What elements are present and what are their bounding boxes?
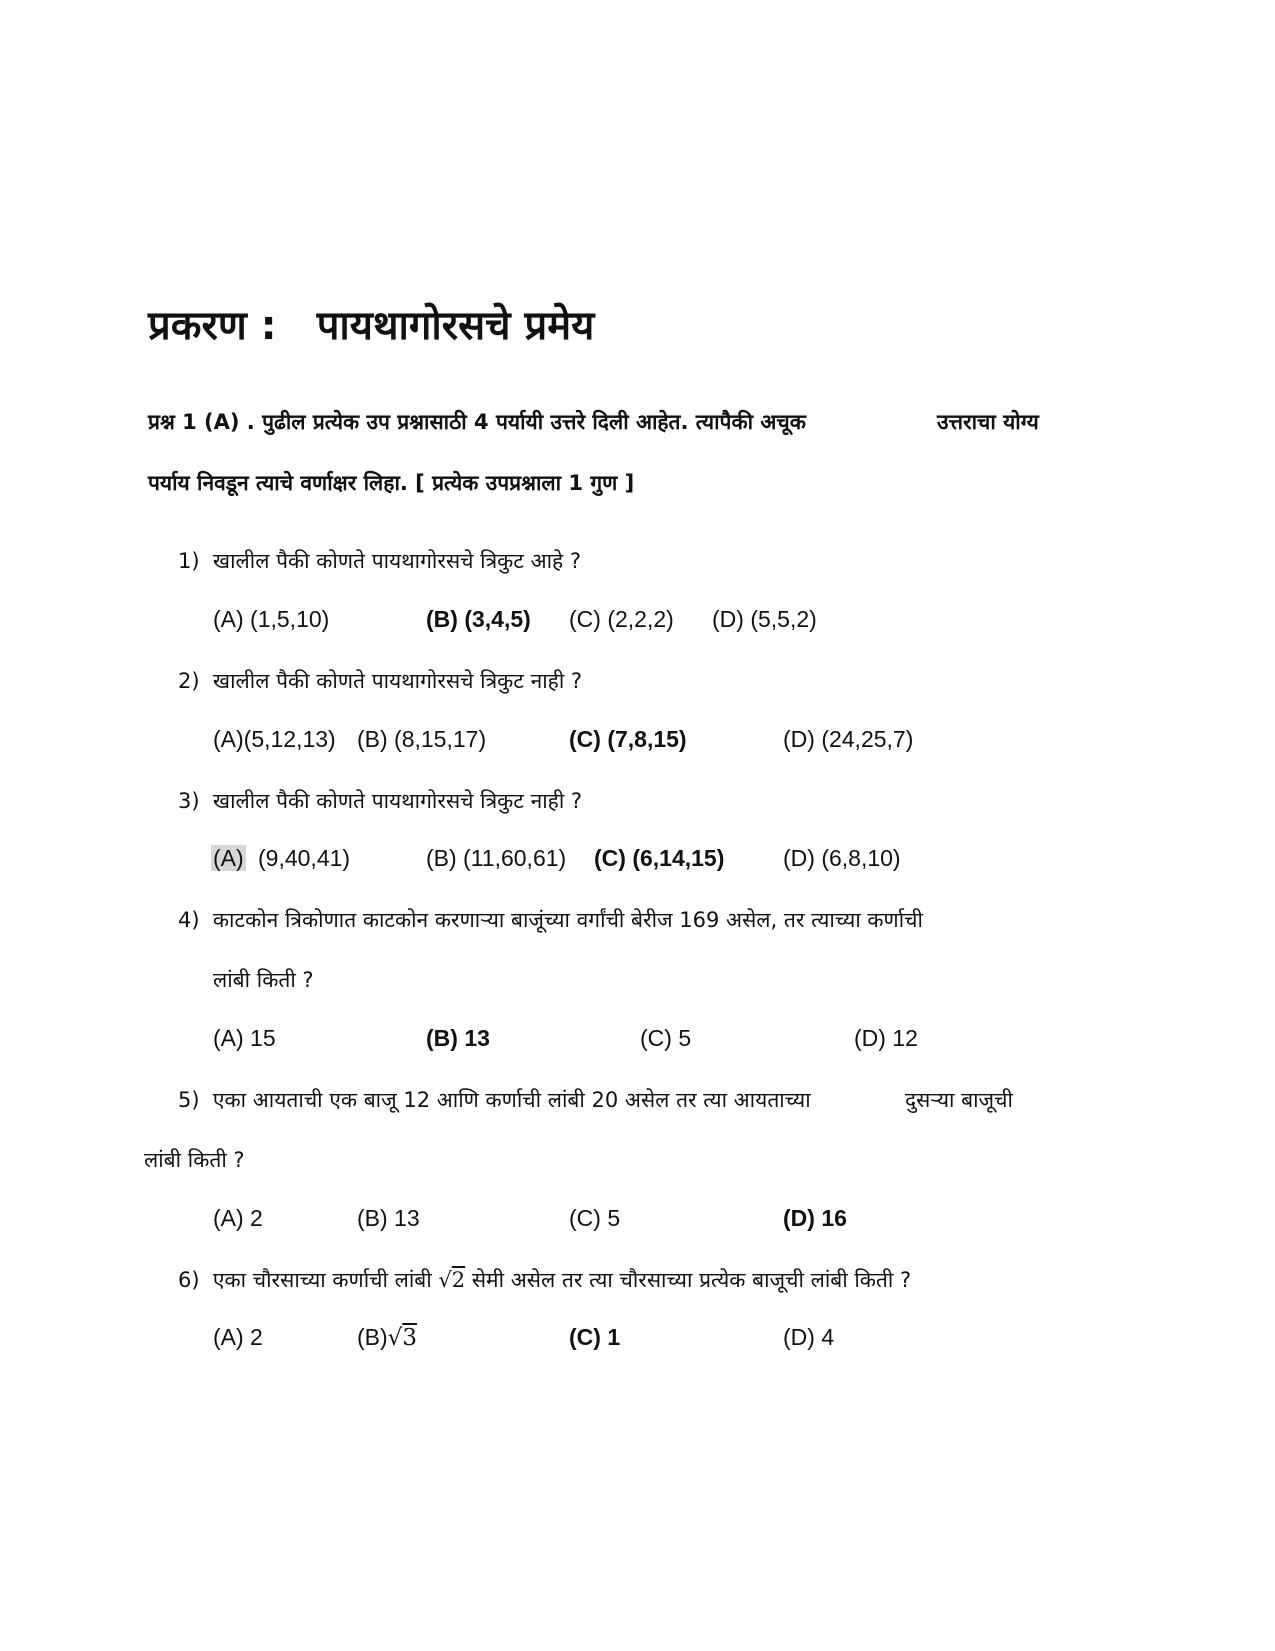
question-3 bbox=[178, 787, 582, 815]
instruction-text-b: उत्तराचा योग्य bbox=[937, 410, 1039, 434]
question-text-continued: लांबी किती ? bbox=[213, 968, 314, 992]
instruction-text-a: प्रश्न 1 (A) . पुढील प्रत्येक उप प्रश्नासाठी 4 पर्यायी उत्तरे दिली आहेत. त्यापैकी अचूक bbox=[148, 410, 806, 434]
sqrt-value: 3 bbox=[402, 1325, 417, 1351]
question-text-continued: लांबी किती ? bbox=[144, 1148, 245, 1172]
option-c: (C) 5 bbox=[569, 1205, 621, 1231]
sqrt-expression bbox=[438, 1268, 465, 1292]
option-b: (B) (8,15,17) bbox=[357, 726, 487, 752]
question-text: काटकोन त्रिकोणात काटकोन करणाऱ्या बाजूंच्या वर्गांची बेरीज 169 असेल, तर त्याच्या कर्णाची bbox=[212, 908, 923, 932]
question-number: 5) bbox=[178, 1088, 200, 1112]
question-number: 2) bbox=[178, 669, 200, 693]
question-5 bbox=[178, 1086, 811, 1114]
question-number: 4) bbox=[178, 908, 200, 932]
instruction-line-2: पर्याय निवडून त्याचे वर्णाक्षर लिहा. [ प्रत्येक उपप्रश्नाला 1 गुण ] bbox=[148, 471, 635, 495]
option-d: (D) 16 bbox=[783, 1205, 847, 1231]
question-text-a: एका चौरसाच्या कर्णाची लांबी bbox=[212, 1268, 432, 1292]
option-b: (B) 13 bbox=[426, 1025, 490, 1051]
option-c: (C) (7,8,15) bbox=[569, 726, 687, 752]
option-a: (A) 2 bbox=[213, 1205, 263, 1231]
question-text-c: सेमी असेल तर त्या चौरसाच्या प्रत्येक बाजूची लांबी किती ? bbox=[471, 1268, 912, 1292]
question-number: 3) bbox=[178, 789, 200, 813]
option-c: (C) 5 bbox=[640, 1025, 692, 1051]
sqrt-value: 2 bbox=[451, 1268, 466, 1292]
page-title bbox=[148, 296, 594, 351]
option-a bbox=[213, 845, 246, 872]
option-a: (A) (1,5,10) bbox=[213, 606, 330, 632]
question-text: एका आयताची एक बाजू 12 आणि कर्णाची लांबी 20 असेल तर त्या आयताच्या bbox=[212, 1088, 811, 1112]
question-number: 6) bbox=[178, 1268, 200, 1292]
question-text: खालील पैकी कोणते पायथागोरसचे त्रिकुट नाही ? bbox=[212, 789, 583, 813]
option-a: (A) 15 bbox=[213, 1025, 276, 1051]
option-b: (B) (11,60,61) bbox=[426, 845, 567, 871]
option-d: (D) (6,8,10) bbox=[783, 845, 901, 871]
option-a-label-highlighted: (A) bbox=[213, 845, 244, 871]
option-b: (B) 13 bbox=[357, 1205, 420, 1231]
sqrt-icon: √ bbox=[438, 1268, 452, 1292]
option-a-value: (9,40,41) bbox=[258, 845, 351, 871]
question-1 bbox=[178, 547, 581, 575]
question-4 bbox=[178, 906, 923, 934]
sqrt-expression bbox=[388, 1325, 417, 1351]
option-d: (D) (5,5,2) bbox=[712, 606, 817, 632]
question-text: खालील पैकी कोणते पायथागोरसचे त्रिकुट आहे ? bbox=[212, 549, 582, 573]
option-c: (C) (6,14,15) bbox=[594, 845, 725, 871]
sqrt-icon: √ bbox=[387, 1325, 403, 1351]
option-b-label: (B) bbox=[357, 1324, 388, 1350]
chapter-name: पायथागोरसचे प्रमेय bbox=[316, 303, 595, 349]
option-a: (A) 2 bbox=[213, 1324, 263, 1350]
question-number: 1) bbox=[178, 549, 200, 573]
option-c: (C) 1 bbox=[569, 1324, 621, 1350]
option-d: (D) 12 bbox=[854, 1025, 918, 1051]
option-d: (D) 4 bbox=[783, 1324, 835, 1350]
instruction-line-1 bbox=[148, 408, 806, 436]
question-6 bbox=[178, 1266, 911, 1294]
option-b bbox=[357, 1324, 417, 1351]
option-b: (B) (3,4,5) bbox=[426, 606, 531, 632]
question-text-b: दुसऱ्या बाजूची bbox=[905, 1088, 1013, 1112]
chapter-label: प्रकरण : bbox=[148, 303, 277, 349]
option-d: (D) (24,25,7) bbox=[783, 726, 914, 752]
option-a: (A)(5,12,13) bbox=[213, 726, 336, 752]
question-2 bbox=[178, 667, 582, 695]
question-text: खालील पैकी कोणते पायथागोरसचे त्रिकुट नाही ? bbox=[212, 669, 583, 693]
option-c: (C) (2,2,2) bbox=[569, 606, 674, 632]
